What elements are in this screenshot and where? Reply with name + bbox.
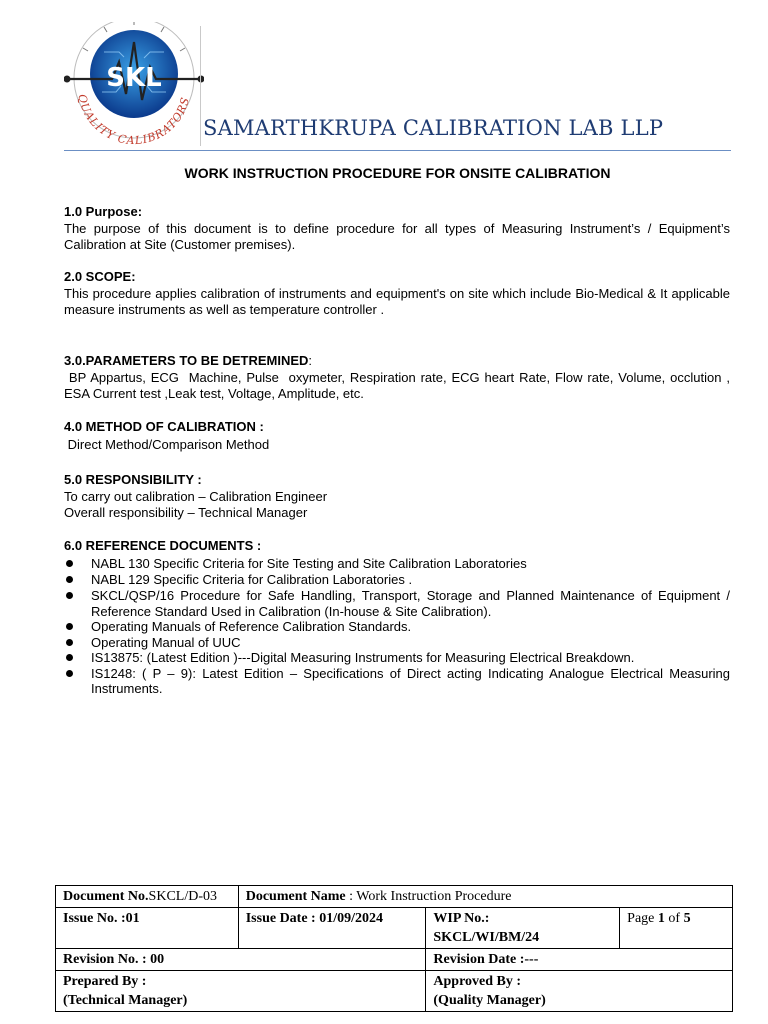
section-method xyxy=(64,419,730,453)
bullet-icon xyxy=(66,576,73,583)
purpose-heading: 1.0 Purpose: xyxy=(64,204,143,219)
bullet-icon xyxy=(66,639,73,646)
section-purpose xyxy=(64,204,730,254)
references-list xyxy=(64,556,730,697)
bullet-icon xyxy=(66,670,73,677)
table-row xyxy=(56,886,733,908)
issue-date-cell: Issue Date : 01/09/2024 xyxy=(238,908,426,949)
company-name: SAMARTHKRUPA CALIBRATION LAB LLP xyxy=(203,116,664,140)
header-rule xyxy=(64,150,731,151)
page-number-cell: Page 1 of 5 xyxy=(620,908,733,949)
references-heading: 6.0 REFERENCE DOCUMENTS : xyxy=(64,538,262,553)
revision-no-cell: Revision No. : 00 xyxy=(56,949,426,971)
responsibility-line-2: Overall responsibility – Technical Manager xyxy=(64,505,308,520)
parameters-heading: 3.0.PARAMETERS TO BE DETREMINED xyxy=(64,353,309,368)
bullet-icon xyxy=(66,560,73,567)
method-heading: 4.0 METHOD OF CALIBRATION : xyxy=(64,419,264,434)
responsibility-line-1: To carry out calibration – Calibration Engineer xyxy=(64,488,328,504)
table-row xyxy=(56,971,733,1012)
reference-item: NABL 130 Specific Criteria for Site Testing and Site Calibration Laboratories xyxy=(64,556,730,572)
section-responsibility xyxy=(64,472,730,522)
document-title: WORK INSTRUCTION PROCEDURE FOR ONSITE CALIBRATION xyxy=(184,165,611,181)
method-text: Direct Method/Comparison Method xyxy=(64,436,270,452)
reference-item: Operating Manual of UUC xyxy=(64,635,730,651)
section-scope xyxy=(64,269,730,319)
approved-by-cell: Approved By : (Quality Manager) xyxy=(426,971,733,1012)
document-control-table xyxy=(55,885,733,1012)
bullet-icon xyxy=(66,654,73,661)
doc-no-cell: Document No.SKCL/D-03 xyxy=(56,886,239,908)
revision-date-cell: Revision Date :--- xyxy=(426,949,733,971)
table-row xyxy=(56,908,733,949)
prepared-by-cell: Prepared By : (Technical Manager) xyxy=(56,971,426,1012)
parameters-text: BP Appartus, ECG Machine, Pulse oxymeter, Respiration rate, ECG heart Rate, Flow rate, Volume, occlution , ESA Current test ,Leak test, Voltage, Amplitude, etc. xyxy=(64,369,734,401)
table-row xyxy=(56,949,733,971)
scope-text: This procedure applies calibration of instruments and equipment's on site which include Bio-Medical & It applicable measure instruments as well as temperature controller . xyxy=(64,285,730,317)
section-references xyxy=(64,538,730,555)
scope-heading: 2.0 SCOPE: xyxy=(64,269,136,284)
bullet-icon xyxy=(66,592,73,599)
svg-text:QUALITY CALIBRATORS: QUALITY CALIBRATORS xyxy=(75,92,193,146)
responsibility-heading: 5.0 RESPONSIBILITY : xyxy=(64,472,202,487)
bullet-icon xyxy=(66,623,73,630)
reference-item: NABL 129 Specific Criteria for Calibration Laboratories . xyxy=(64,572,730,588)
logo-divider xyxy=(200,26,201,146)
reference-item: SKCL/QSP/16 Procedure for Safe Handling, Transport, Storage and Planned Maintenance of Equipment / Reference Standard Used in Calibration (In-house & Site Calibration). xyxy=(64,588,730,619)
doc-name-cell: Document Name : Work Instruction Procedure xyxy=(238,886,732,908)
section-parameters xyxy=(64,353,734,403)
reference-item: IS13875: (Latest Edition )---Digital Measuring Instruments for Measuring Electrical Breakdown. xyxy=(64,650,730,666)
issue-no-cell: Issue No. :01 xyxy=(56,908,239,949)
company-logo xyxy=(64,22,204,146)
reference-item: IS1248: ( P – 9): Latest Edition – Specifications of Direct acting Indicating Analogue Electrical Measuring Instruments. xyxy=(64,666,730,697)
wip-no-cell: WIP No.: SKCL/WI/BM/24 xyxy=(426,908,620,949)
reference-item: Operating Manuals of Reference Calibration Standards. xyxy=(64,619,730,635)
svg-text:SKL: SKL xyxy=(106,63,162,93)
purpose-text: The purpose of this document is to define procedure for all types of Measuring Instrument’s / Equipment’s Calibration at Site (Customer premises). xyxy=(64,220,730,252)
parameters-colon: : xyxy=(308,353,313,368)
